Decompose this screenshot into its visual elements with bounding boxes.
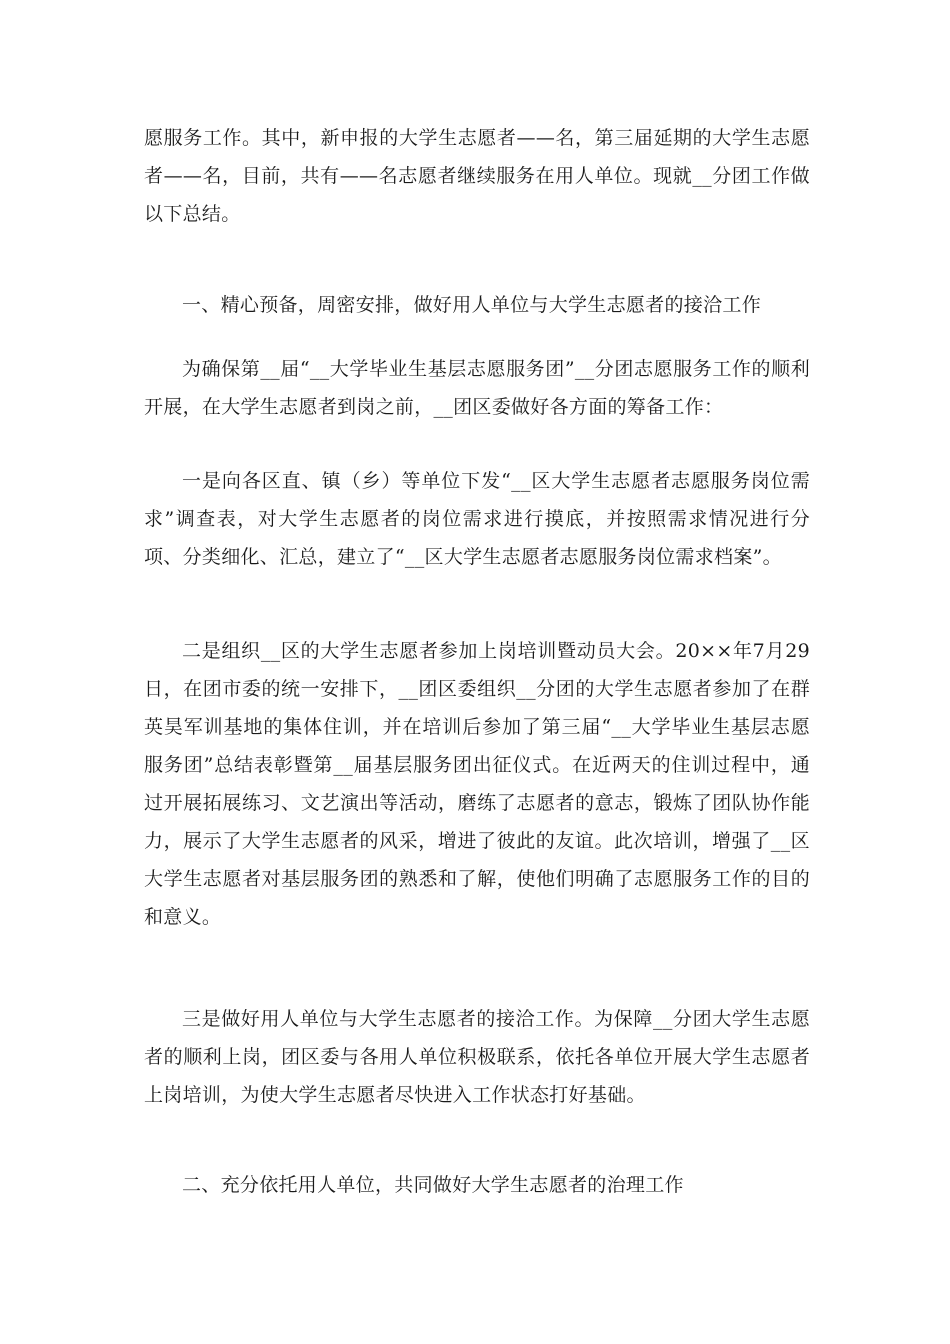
paragraph-preparation: 为确保第__届“__大学毕业生基层志愿服务团”__分团志愿服务工作的顺利开展，在大学生志愿者到岗之前，__团区委做好各方面的筹备工作： <box>144 358 810 418</box>
paragraph-point-one: 一是向各区直、镇（乡）等单位下发“__区大学生志愿者志愿服务岗位需求”调查表，对大学生志愿者的岗位需求进行摸底，并按照需求情况进行分项、分类细化、汇总，建立了“__区大学生志愿者志愿服务岗位需求档案”。 <box>144 470 810 568</box>
section-heading-2: 二、充分依托用人单位，共同做好大学生志愿者的治理工作 <box>182 1174 684 1196</box>
paragraph-point-three: 三是做好用人单位与大学生志愿者的接洽工作。为保障__分团大学生志愿者的顺利上岗，团区委与各用人单位积极联系，依托各单位开展大学生志愿者上岗培训，为使大学生志愿者尽快进入工作状态打好基础。 <box>144 1008 810 1106</box>
paragraph-point-two: 二是组织__区的大学生志愿者参加上岗培训暨动员大会。20××年7月29日，在团市委的统一安排下，__团区委组织__分团的大学生志愿者参加了在群英昊军训基地的集体住训，并在培训后参加了第三届“__大学毕业生基层志愿服务团”总结表彰暨第__届基层服务团出征仪式。在近两天的住训过程中，通过开展拓展练习、文艺演出等活动，磨练了志愿者的意志，锻炼了团队协作能力，展示了大学生志愿者的风采，增进了彼此的友谊。此次培训，增强了__区大学生志愿者对基层服务团的熟悉和了解，使他们明确了志愿服务工作的目的和意义。 <box>144 640 810 928</box>
paragraph-intro-continuation: 愿服务工作。其中，新申报的大学生志愿者——名，第三届延期的大学生志愿者——名，目前，共有——名志愿者继续服务在用人单位。现就__分团工作做以下总结。 <box>144 127 810 225</box>
section-heading-1: 一、精心预备，周密安排，做好用人单位与大学生志愿者的接洽工作 <box>182 294 762 316</box>
